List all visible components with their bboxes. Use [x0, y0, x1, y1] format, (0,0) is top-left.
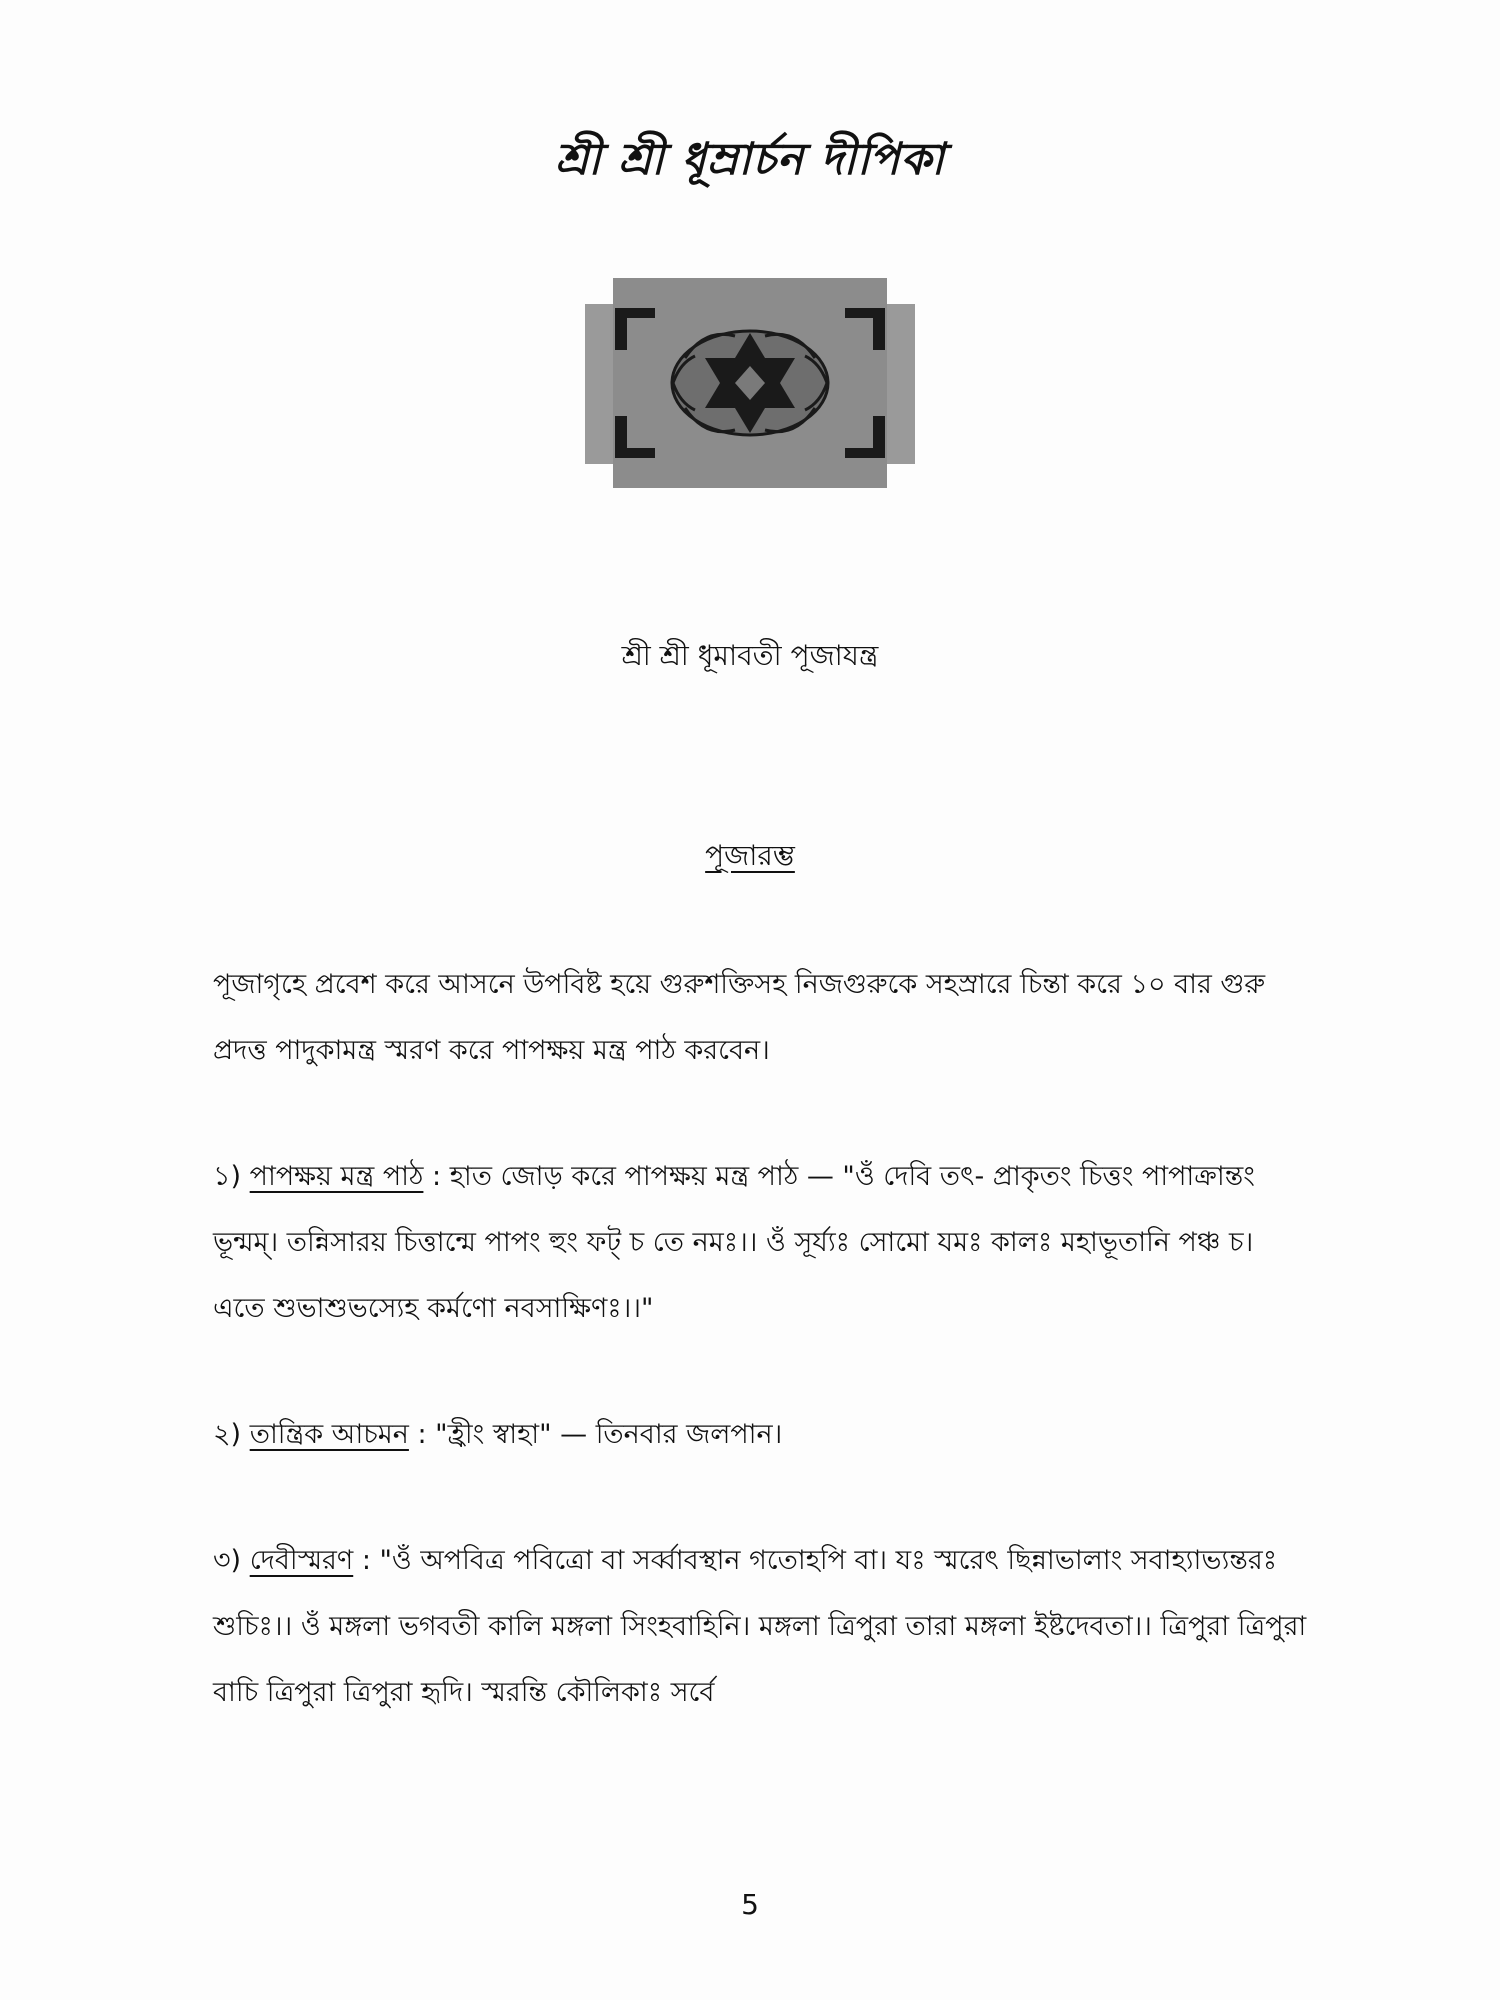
- list-item: [213, 1402, 1308, 1468]
- page-title: শ্রী শ্রী ধূম্রার্চন দীপিকা: [555, 134, 945, 185]
- item-separator: :: [353, 1545, 380, 1576]
- list-item: [213, 1528, 1308, 1726]
- item-text: "ওঁ অপবিত্র পবিত্রো বা সর্ব্বাবস্থান গতোহপি বা। যঃ স্মরেৎ ছিন্নাভালাং সবাহ্যাভ্যন্তরঃ শুচিঃ।। ওঁ মঙ্গলা ভগবতী কালি মঙ্গলা সিংহবাহিনি। মঙ্গলা ত্রিপুরা তারা মঙ্গলা ইষ্টদেবতা।। ত্রিপুরা ত্রিপুরা বাচি ত্রিপুরা ত্রিপুরা হৃদি। স্মরন্তি কৌলিকাঃ সর্বে: [213, 1545, 1307, 1708]
- item-label: পাপক্ষয় মন্ত্র পাঠ: [249, 1161, 424, 1192]
- page-number: 5: [741, 1888, 759, 1921]
- section-heading-text: পূজারম্ভ: [705, 839, 795, 872]
- item-separator: :: [423, 1161, 450, 1192]
- item-label: তান্ত্রিক আচমন: [249, 1419, 409, 1450]
- item-number: ২): [213, 1419, 242, 1450]
- intro-paragraph: পূজাগৃহে প্রবেশ করে আসনে উপবিষ্ট হয়ে গুরুশক্তিসহ নিজগুরুকে সহস্রারে চিন্তা করে ১০ বার গুরু প্রদত্ত পাদুকামন্ত্র স্মরণ করে পাপক্ষয় মন্ত্র পাঠ করবেন।: [213, 969, 1266, 1066]
- item-number: ৩): [213, 1545, 242, 1576]
- item-label: দেবীস্মরণ: [249, 1545, 354, 1576]
- section-heading: [0, 834, 1500, 881]
- item-separator: :: [408, 1419, 436, 1450]
- item-text: হাত জোড় করে পাপক্ষয় মন্ত্র পাঠ — "ওঁ দেবি তৎ- প্রাকৃতং চিত্তং পাপাক্রান্তং ভূন্মম্। তন্নিসারয় চিত্তান্মে পাপং হুং ফট্ চ তে নমঃ।। ওঁ সূর্য্যঃ সোমো যমঃ কালঃ মহাভূতানি পঞ্চ চ। এতে শুভাশুভস্যেহ কর্মণো নবসাক্ষিণঃ।।": [213, 1161, 1255, 1324]
- item-number: ১): [213, 1161, 242, 1192]
- yantra-caption: শ্রী শ্রী ধূমাবতী পূজাযন্ত্র: [621, 639, 879, 672]
- list-item: [213, 1144, 1308, 1342]
- yantra-diagram: [585, 278, 915, 488]
- item-text: "হ্রীং স্বাহা" — তিনবার জলপান।: [435, 1419, 783, 1450]
